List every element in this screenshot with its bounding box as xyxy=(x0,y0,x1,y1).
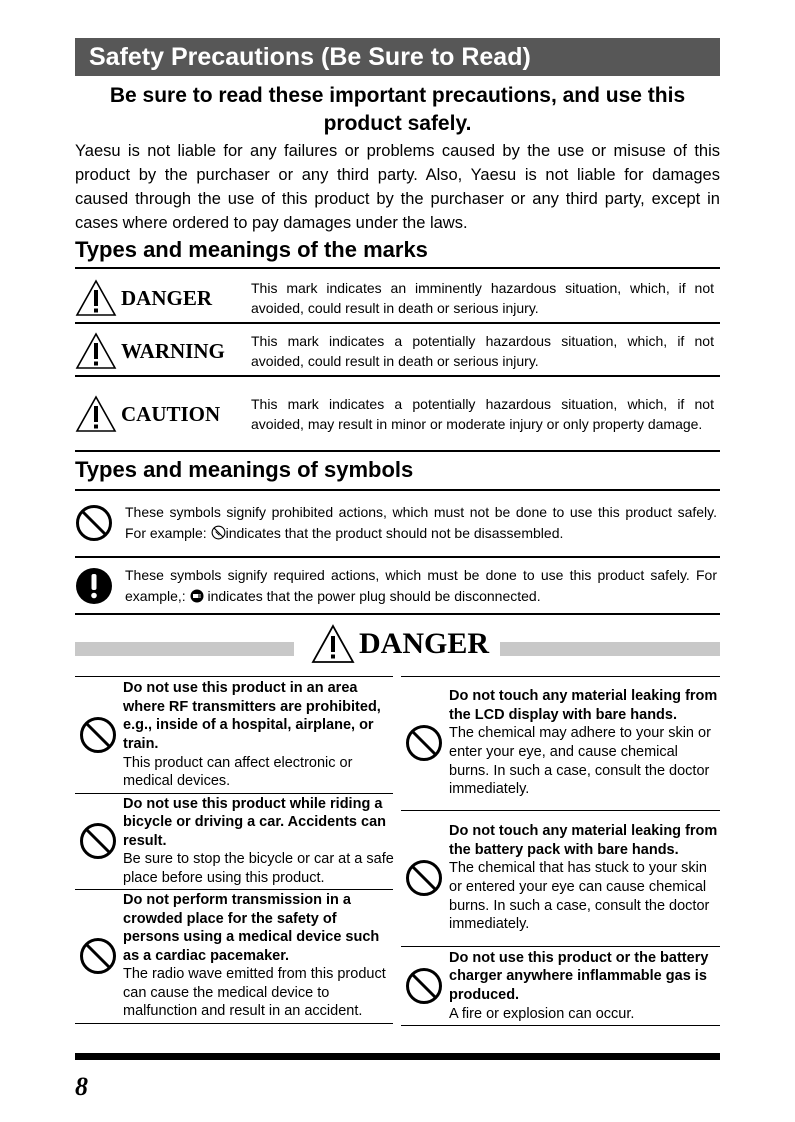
marks-heading: Types and meanings of the marks xyxy=(75,237,428,262)
divider xyxy=(401,810,720,811)
page-subtitle: Be sure to read these important precautions, and use this product safely. xyxy=(109,84,686,135)
required-text: These symbols signify required actions, which must be done to use this product safely. For example,: xyxy=(125,567,717,604)
prohibited-icon xyxy=(79,937,117,975)
mark-label-warning: WARNING xyxy=(121,338,225,363)
danger-item-text: The radio wave emitted from this product can cause the medical device to malfunction and result in an accident. xyxy=(123,966,386,1020)
unplug-icon xyxy=(190,589,204,603)
mark-row-danger xyxy=(75,276,720,320)
danger-item xyxy=(405,812,720,944)
prohibited-icon xyxy=(79,716,117,754)
prohibited-icon xyxy=(75,504,113,542)
prohibited-text: These symbols signify prohibited actions, which must not be done to use this product safely. For example: xyxy=(125,504,717,541)
warning-triangle-icon xyxy=(75,332,117,370)
divider xyxy=(75,676,393,677)
mark-label-danger: DANGER xyxy=(121,285,213,310)
mark-label-caution: CAUTION xyxy=(121,401,221,426)
danger-item-title: Do not touch any material leaking from the battery pack with bare hands. xyxy=(449,823,718,858)
danger-item-title: Do not use this product in an area where RF transmitters are prohibited, e.g., inside of a hospital, airplane, or train. xyxy=(123,680,381,752)
disassemble-prohibited-icon xyxy=(211,525,226,540)
banner-bar-left xyxy=(75,642,294,656)
divider xyxy=(75,613,720,615)
danger-item xyxy=(405,677,720,809)
danger-item xyxy=(405,948,720,1024)
danger-item-text: This product can affect electronic or medical devices. xyxy=(123,754,353,790)
divider xyxy=(75,556,720,558)
warning-triangle-icon xyxy=(75,395,117,433)
symbols-heading: Types and meanings of symbols xyxy=(75,457,414,482)
divider xyxy=(75,267,720,269)
mark-description: This mark indicates a potentially hazardous situation, which, if not avoided, could result in death or serious injury. xyxy=(251,333,714,369)
prohibited-icon xyxy=(405,967,443,1005)
danger-item-text: The chemical may adhere to your skin or enter your eye, and cause chemical burns. In such a case, consult the doctor immediately. xyxy=(449,725,711,798)
prohibited-icon xyxy=(405,724,443,762)
page-title: Safety Precautions (Be Sure to Read) xyxy=(75,38,720,76)
warning-triangle-icon xyxy=(75,279,117,317)
mark-row-caution xyxy=(75,383,720,445)
symbol-description xyxy=(125,502,717,544)
footer-bar xyxy=(75,1053,720,1060)
symbol-description xyxy=(125,565,717,607)
divider xyxy=(75,1023,393,1024)
danger-banner-label: DANGER xyxy=(359,627,490,660)
warning-triangle-icon xyxy=(311,624,355,664)
divider xyxy=(75,375,720,377)
divider xyxy=(75,450,720,452)
divider xyxy=(401,1025,720,1026)
danger-item-title: Do not use this product while riding a bicycle or driving a car. Accidents can result. xyxy=(123,795,386,849)
danger-item-text: A fire or explosion can occur. xyxy=(449,1005,635,1022)
mark-description: This mark indicates an imminently hazardous situation, which, if not avoided, could result in death or serious injury. xyxy=(251,280,714,316)
mandatory-action-icon xyxy=(75,567,113,605)
danger-item-text: Be sure to stop the bicycle or car at a safe place before using this product. xyxy=(123,851,394,886)
symbol-row-prohibited xyxy=(75,499,720,547)
banner-bar-right xyxy=(500,642,720,656)
divider xyxy=(75,489,720,491)
danger-banner xyxy=(75,622,720,666)
danger-item-text: The chemical that has stuck to your skin or entered your eye can cause chemical burns. In such a case, consult the doctor immediately. xyxy=(449,860,710,933)
divider xyxy=(401,946,720,947)
danger-item-title: Do not use this product or the battery charger anywhere inflammable gas is produced. xyxy=(449,949,709,1003)
prohibited-text-end: indicates that the product should not be disassembled. xyxy=(225,525,564,541)
danger-item xyxy=(79,890,395,1022)
danger-item-title: Do not perform transmission in a crowded place for the safety of persons using a medical device such as a cardiac pacemaker. xyxy=(123,891,380,964)
mark-row-warning xyxy=(75,330,720,372)
page-number: 8 xyxy=(75,1072,88,1101)
required-text-end: indicates that the power plug should be disconnected. xyxy=(203,588,541,604)
divider xyxy=(75,322,720,324)
prohibited-icon xyxy=(405,859,443,897)
intro-paragraph: Yaesu is not liable for any failures or problems caused by the use or misuse of this product by the purchaser or any third party. Also, Yaesu is not liable for damages caused through the use of this product by the purchaser or any third party, except in cases where ordered to pay damages under the laws. xyxy=(75,142,720,232)
prohibited-icon xyxy=(79,822,117,860)
danger-item xyxy=(79,679,395,791)
symbol-row-required xyxy=(75,563,720,609)
danger-item-title: Do not touch any material leaking from the LCD display with bare hands. xyxy=(449,688,718,723)
danger-item xyxy=(79,794,395,888)
mark-description: This mark indicates a potentially hazardous situation, which, if not avoided, may result in minor or moderate injury or only property damage. xyxy=(251,396,714,432)
